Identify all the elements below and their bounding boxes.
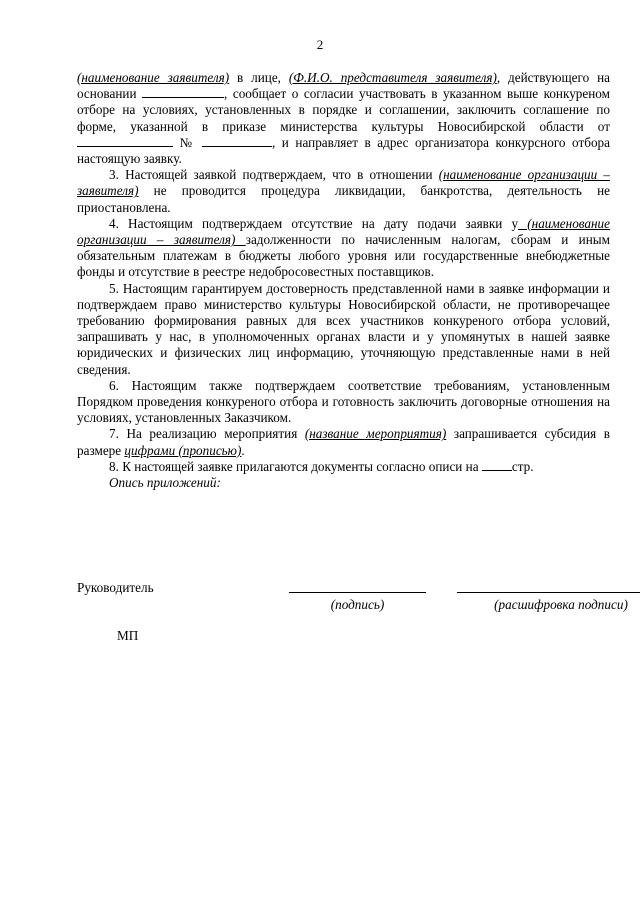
attachments-title: Опись приложений: — [109, 475, 221, 491]
pages-count-blank — [482, 459, 512, 471]
organization-name-placeholder: (наименование организации – заявителя) — [77, 167, 611, 199]
signature-caption: (подпись) — [330, 597, 385, 612]
applicant-name-placeholder: (наименование заявителя) — [77, 70, 230, 85]
signature-decode-caption: (расшифровка подписи) — [494, 597, 628, 612]
paragraph-3: 3. Настоящей заявкой подтверждаем, что в отношении (наименование организации – заявителя) не проводится процедура ликвидации, банкротства, деятельность не приостановлена. — [77, 167, 611, 215]
application-body — [77, 70, 610, 491]
paragraph-8: 8. К настоящей заявке прилагаются документы согласно описи на стр. — [109, 458, 534, 474]
basis-blank — [142, 86, 224, 98]
paragraph-6: 6. Настоящим также подтверждаем соответствие требованиям, установленным Порядком проведения конкуреного отбора и готовность заключить договорные отношения на условиях, установленных Заказчиком. — [77, 377, 610, 426]
signature-label: Руководитель — [77, 580, 154, 595]
order-date-blank — [77, 135, 173, 147]
signature-line — [289, 592, 426, 593]
signature-block — [77, 580, 628, 640]
page-number: 2 — [316, 37, 324, 52]
subsidy-amount-placeholder: цифрами (прописью) — [124, 442, 242, 458]
organization-name-placeholder-2: (наименование организации – заявителя) — [77, 215, 611, 248]
paragraph-5: 5. Настоящим гарантируем достоверность представленной нами в заявке информации и подтверждаем право министерство культуры Новосибирской области, не противоречащее требованию формирования равных для всех участников конкуреного отбора условий, запрашивать у нас, в уполномоченных органах власти и у упомянутых в нашей заявке юридических и физических лиц информацию, уточняющую представленные нами в ней сведения. — [77, 280, 610, 377]
representative-name-placeholder: (Ф.И.О. представителя заявителя) — [288, 70, 497, 85]
event-name-placeholder: (название мероприятия) — [304, 426, 447, 442]
paragraph-4: 4. Настоящим подтверждаем отсутствие на дату подачи заявки у (наименование организации – заявителя) задолженности по начисленным налогам, сборам и иным обязательным платежам в бюджеты любого уровня или государственные внебюджетные фонды и отсутствие в реестре недобросовестных поставщиков. — [77, 215, 611, 280]
paragraph-7: 7. На реализацию мероприятия (название мероприятия) запрашивается субсидия в размере цифрами (прописью). — [77, 426, 610, 458]
order-number-blank — [202, 135, 272, 147]
paragraph-consent: (наименование заявителя) в лице, (Ф.И.О. представителя заявителя), действующего на основании , сообщает о согласии участвовать в указанном выше конкуреном отборе на условиях, установленных в порядке и соглашении, заключить соглашение по форме, указанной в приказе министерства культуры Новосибирской области от № , и направляет в адрес организатора конкурсного отбора настоящую заявку. — [77, 70, 610, 167]
seal-placeholder: МП — [117, 628, 139, 643]
signature-decode-line — [457, 592, 640, 593]
